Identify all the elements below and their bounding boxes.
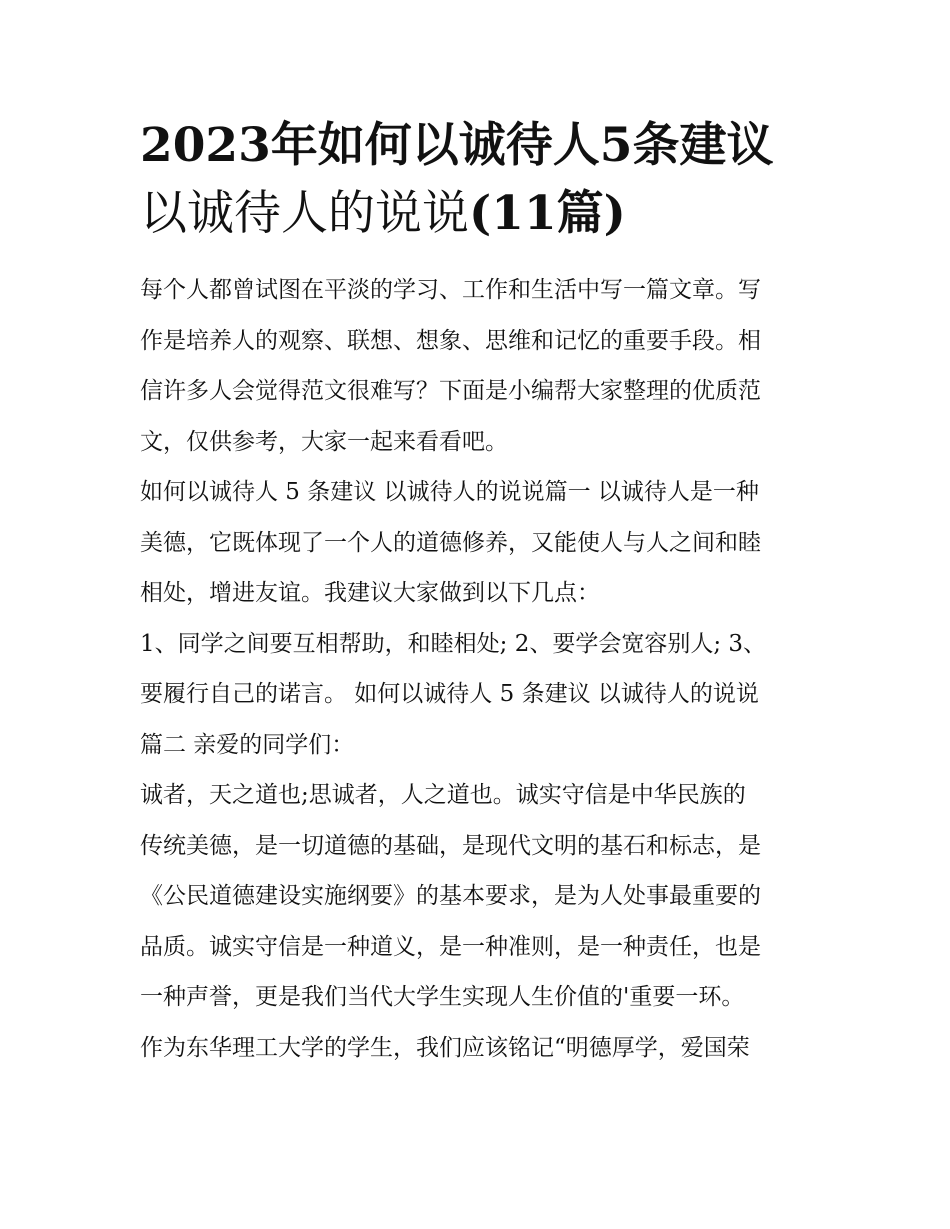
body-line: 品质。诚实守信是一种道义，是一种准则，是一种责任，也是 bbox=[140, 933, 761, 960]
document-title bbox=[140, 112, 820, 248]
title-line-2 bbox=[140, 180, 820, 248]
document-page bbox=[140, 112, 820, 1073]
body-line: 诚者，天之道也;思诚者，人之道也。诚实守信是中华民族的 bbox=[140, 782, 746, 808]
body-line: 作是培养人的观察、联想、想象、思维和记忆的重要手段。相 bbox=[140, 327, 761, 354]
body-line: 1、同学之间要互相帮助，和睦相处; 2、要学会宽容别人; 3、 bbox=[140, 630, 767, 657]
body-line: 传统美德，是一切道德的基础，是现代文明的基石和标志，是 bbox=[140, 832, 761, 859]
body-line: 每个人都曾试图在平淡的学习、工作和生活中写一篇文章。写 bbox=[140, 277, 761, 303]
body-line: 作为东华理工大学的学生，我们应该铭记“明德厚学，爱国荣 bbox=[140, 1034, 750, 1061]
body-line: 要履行自己的诺言。 如何以诚待人 5 条建议 以诚待人的说说 bbox=[140, 681, 759, 707]
title-line-2-count: (11篇) bbox=[469, 186, 626, 241]
body-line: 美德，它既体现了一个人的道德修养，又能使人与人之间和睦 bbox=[140, 529, 761, 556]
body-line: 一种声誉，更是我们当代大学生实现人生价值的'重要一环。 bbox=[140, 984, 745, 1010]
body-line: 《公民道德建设实施纲要》的基本要求，是为人处事最重要的 bbox=[140, 883, 761, 909]
body-line: 信许多人会觉得范文很难写？下面是小编帮大家整理的优质范 bbox=[140, 378, 761, 404]
title-line-1: 2023年如何以诚待人5条建议 bbox=[140, 118, 774, 173]
body-line: 如何以诚待人 5 条建议 以诚待人的说说篇一 以诚待人是一种 bbox=[140, 479, 759, 505]
body-line: 相处，增进友谊。我建议大家做到以下几点： bbox=[140, 580, 600, 606]
body-line: 篇二 亲爱的同学们： bbox=[140, 731, 355, 758]
document-body bbox=[140, 265, 820, 1073]
title-line-2-text: 以诚待人的说说 bbox=[140, 186, 469, 241]
body-line: 文，仅供参考，大家一起来看看吧。 bbox=[140, 428, 508, 455]
